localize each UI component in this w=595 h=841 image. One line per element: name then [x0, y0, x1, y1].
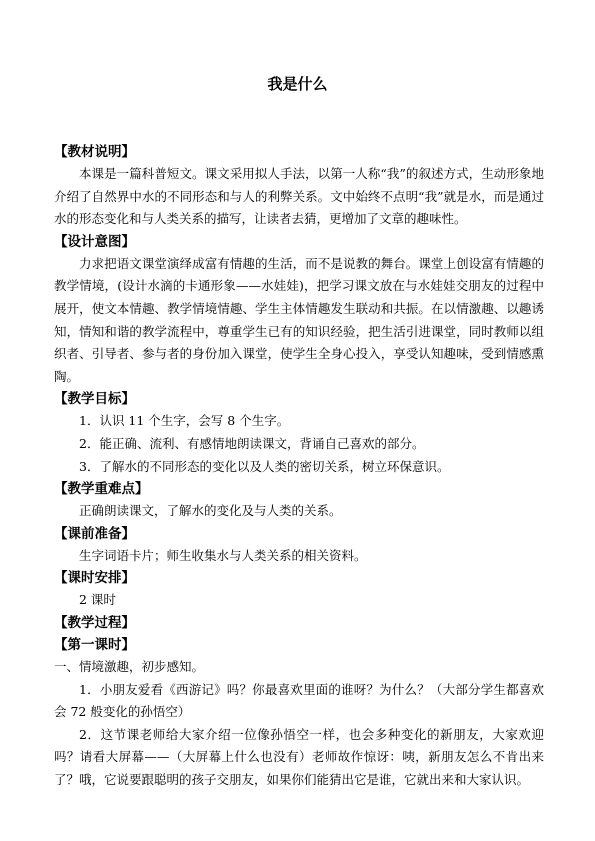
goal-item: 2．能正确、流利、有感情地朗读课文，背诵自己喜欢的部分。	[79, 435, 425, 451]
lesson1-paragraph-1: 1．小朋友爱看《西游记》吗？你最喜欢里面的谁呀？为什么？（大部分学生都喜欢会 72 般变化的孙悟空）	[54, 681, 544, 720]
section-heading-textbook: 【教材说明】	[54, 144, 135, 160]
goal-item: 1．认识 11 个生字，会写 8 个生字。	[79, 413, 290, 429]
section-heading-keypoints: 【教学重难点】	[54, 481, 149, 498]
section-heading-goals: 【教学目标】	[54, 391, 135, 408]
goal-item: 3．了解水的不同形态的变化以及人类的密切关系，树立环保意识。	[79, 458, 450, 474]
lesson1-paragraph-2: 2．这节课老师给大家介绍一位像孙悟空一样，也会多种变化的新朋友，大家欢迎吗？请看大屏幕——（大屏幕上什么也没有）老师故作惊讶：咦，新朋友怎么不肯出来了？哦，它说要跟聪明的孩子交朋友，如果你们能猜出它是谁，它就出来和大家认识。	[54, 726, 544, 787]
section-heading-schedule: 【课时安排】	[54, 570, 135, 587]
prep-text: 生字词语卡片；师生收集水与人类关系的相关资料。	[79, 547, 367, 563]
schedule-text: 2 课时	[79, 592, 116, 608]
document-body	[54, 141, 544, 791]
section-heading-design: 【设计意图】	[54, 233, 135, 250]
keypoints-text: 正确朗读课文，了解水的变化及与人类的关系。	[79, 503, 342, 519]
lesson1-step1: 一、情境激趣，初步感知。	[54, 658, 205, 674]
section-heading-lesson1: 【第一课时】	[54, 636, 135, 653]
page-title: 我是什么	[267, 75, 328, 93]
section-heading-prep: 【课前准备】	[54, 525, 135, 542]
section-heading-process: 【教学过程】	[54, 614, 135, 631]
design-intent: 力求把语文课堂演绎成富有情趣的生活，而不是说教的舞台。课堂上创设富有情趣的教学情境，(设计水滴的卡通形象——水娃娃)，把学习课文放在与水娃娃交朋友的过程中展开，使文本情趣、教学情境情趣、学生主体情趣发生联动和共振。在以情激趣、以趣诱知，情知和谐的教学流程中，尊重学生已有的知识经验，把生活引进课堂，同时教师以组织者、引导者、参与者的身份加入课堂，使学生全身心投入，享受认知趣味，受到情感熏陶。	[54, 255, 544, 384]
textbook-description: 本课是一篇科普短文。课文采用拟人手法，以第一人称“我”的叙述方式，生动形象地介绍了自然界中水的不同形态和与人的利弊关系。文中始终不点明“我”就是水，而是通过水的形态变化和与人类关系的描写，让读者去猜，更增加了文章的趣味性。	[54, 166, 544, 227]
